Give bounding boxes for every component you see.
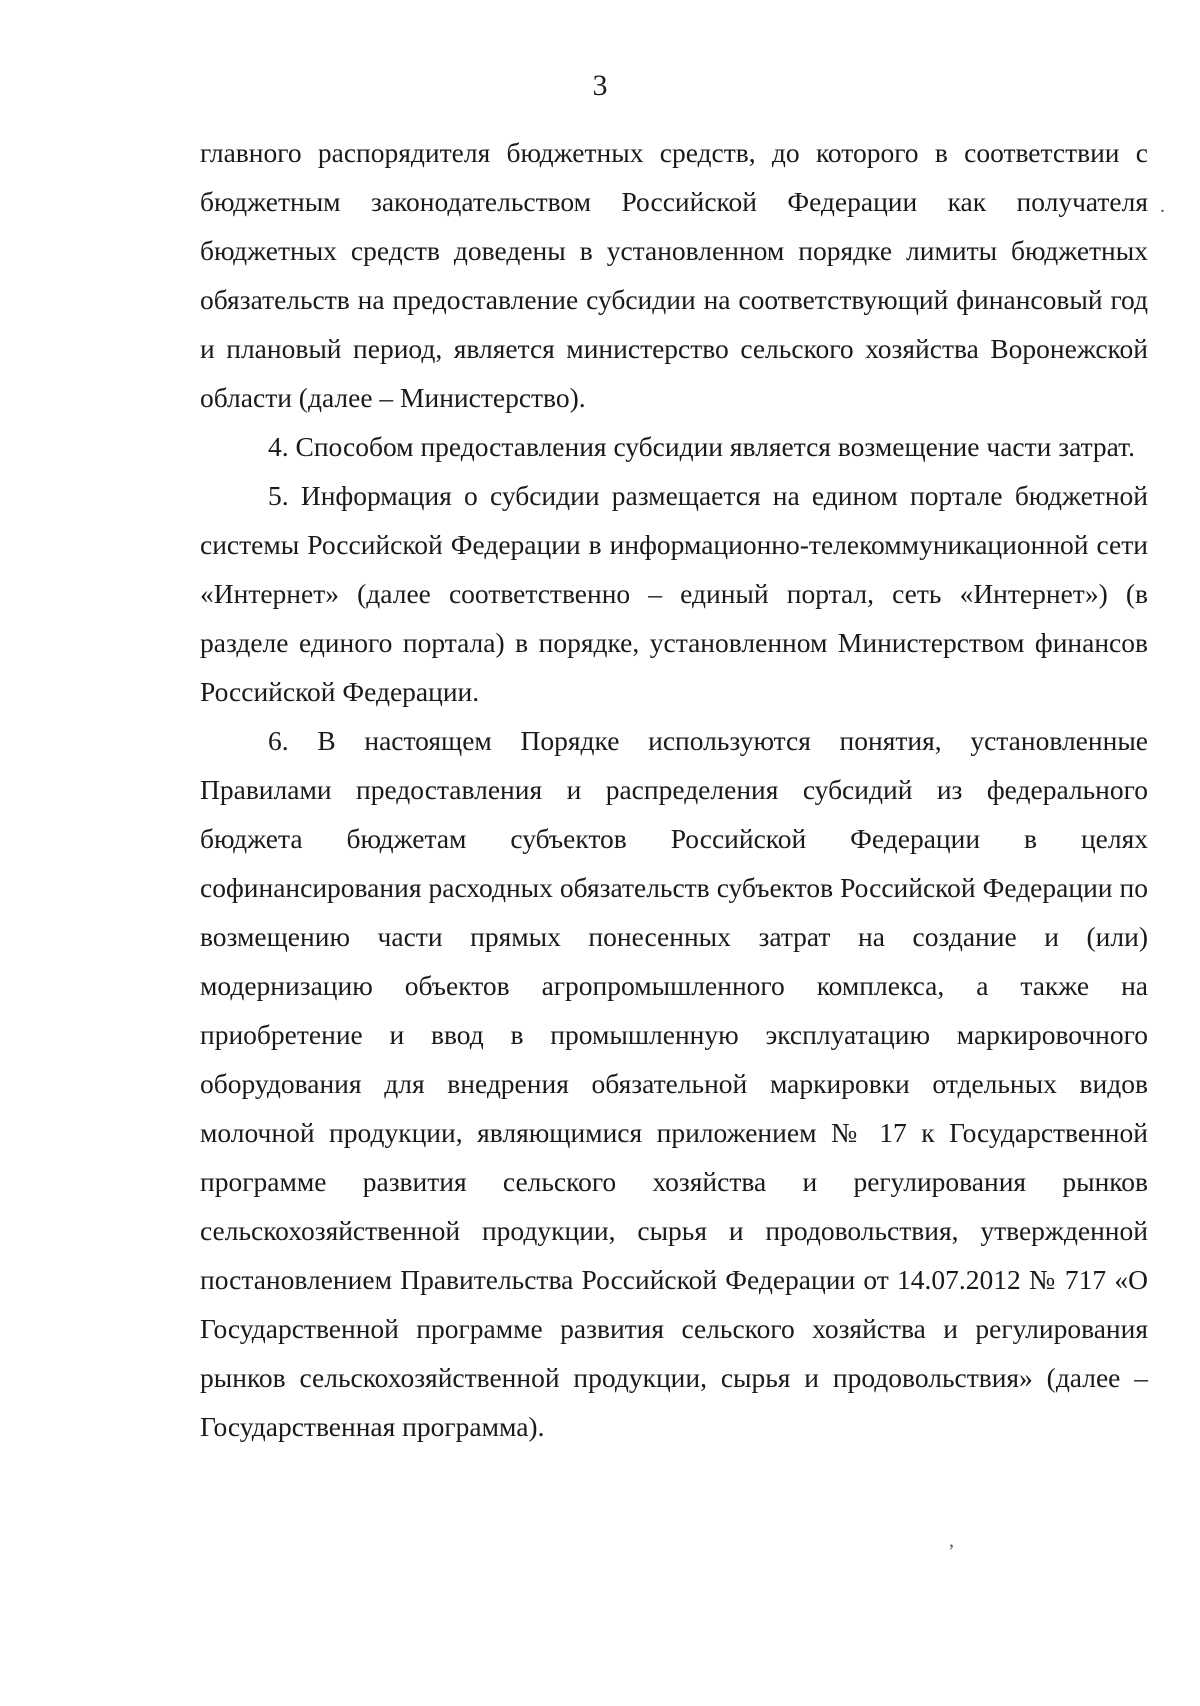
stray-dot-mark: . <box>1160 195 1165 217</box>
paragraph-6-definitions: 6. В настоящем Порядке используются понятия, установленные Правилами предоставления и распределения субсидий из федерального бюджета бюджетам субъектов Российской Федерации в целях софинансирования расходных обязательств субъектов Российской Федерации по возмещению части прямых понесенных затрат на создание и (или) модернизацию объектов агропромышленного комплекса, а также на приобретение и ввод в промышленную эксплуатацию маркировочного оборудования для внедрения обязательной маркировки отдельных видов молочной продукции, являющимися приложением № 17 к Государственной программе развития сельского хозяйства и регулирования рынков сельскохозяйственной продукции, сырья и продовольствия, утвержденной постановлением Правительства Российской Федерации от 14.07.2012 № 717 «О Государственной программе развития сельского хозяйства и регулирования рынков сельскохозяйственной продукции, сырья и продовольствия» (далее – Государственная программа). <box>200 725 1148 1442</box>
paragraph-intro-continuation: главного распорядителя бюджетных средств, до которого в соответствии с бюджетным законодательством Российской Федерации как получателя бюджетных средств доведены в установленном порядке лимиты бюджетных обязательств на предоставление субсидии на соответствующий финансовый год и плановый период, является министерство сельского хозяйства Воронежской области (далее – Министерство). <box>200 137 1148 413</box>
page-number: 3 <box>592 69 608 102</box>
stray-tick-mark: ʼ <box>948 1541 955 1563</box>
document-body <box>200 128 1148 1451</box>
paragraph-5-information-portal: 5. Информация о субсидии размещается на едином портале бюджетной системы Российской Федерации в информационно-телекоммуникационной сети «Интернет» (далее соответственно – единый портал, сеть «Интернет») (в разделе единого портала) в порядке, установленном Министерством финансов Российской Федерации. <box>200 480 1148 707</box>
paragraph-4-method-of-subsidy: 4. Способом предоставления субсидии является возмещение части затрат. <box>268 431 1135 462</box>
